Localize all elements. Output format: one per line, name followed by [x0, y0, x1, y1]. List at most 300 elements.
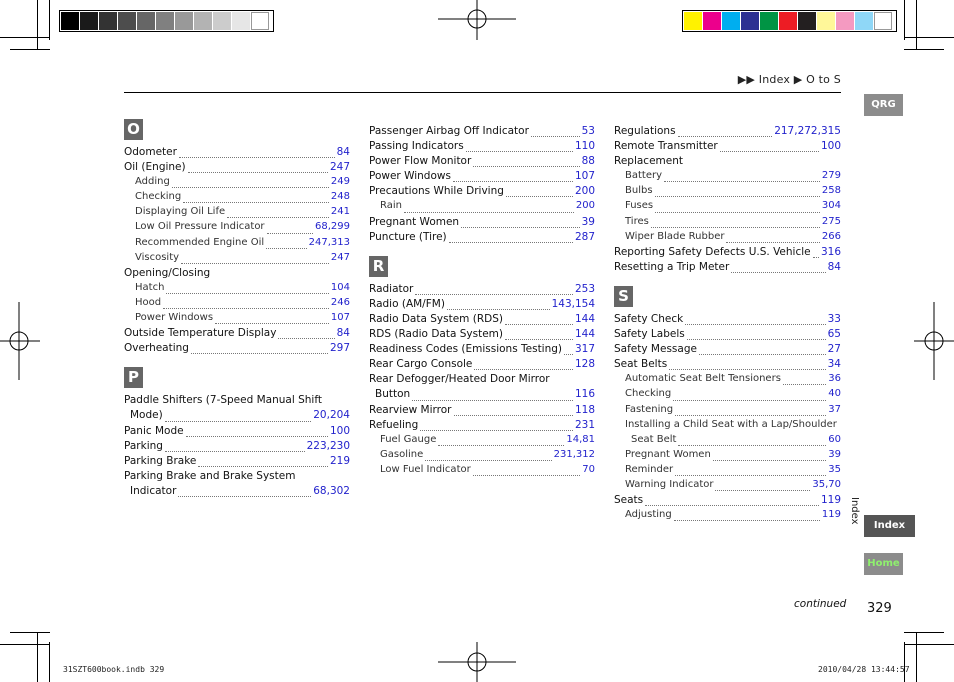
page-reference-link[interactable]: 144 — [574, 328, 595, 341]
leader-dots — [163, 307, 329, 309]
index-entry[interactable] — [614, 479, 841, 494]
index-entry[interactable] — [614, 170, 841, 185]
index-entry — [124, 470, 350, 485]
index-entry-label: Precautions While Driving — [369, 185, 504, 198]
registration-target-top — [438, 0, 516, 40]
section-spacer — [124, 357, 350, 363]
page-reference-link[interactable]: 247 — [329, 161, 350, 174]
page-reference-link[interactable]: 84 — [827, 260, 841, 273]
index-entry-label: Checking — [135, 191, 182, 203]
gray-color-bar — [59, 10, 274, 32]
index-entry-label: Seat Belts — [614, 358, 668, 371]
index-entry-label: Resetting a Trip Meter — [614, 260, 730, 273]
page-reference-link[interactable]: 70 — [582, 463, 595, 475]
leader-dots — [188, 171, 328, 173]
index-entry[interactable] — [614, 373, 841, 388]
page-reference-link[interactable]: 200 — [575, 200, 595, 212]
index-entry-label: Refueling — [369, 418, 419, 431]
leader-dots — [191, 352, 328, 354]
page-reference-link[interactable]: 128 — [574, 358, 595, 371]
page-reference-link[interactable]: 279 — [821, 170, 841, 182]
index-entry-label: Battery — [625, 170, 663, 182]
page-reference-link[interactable]: 231,312 — [553, 448, 595, 460]
index-entry[interactable] — [369, 343, 595, 358]
index-entry[interactable] — [124, 176, 350, 191]
color-swatch — [760, 12, 778, 30]
leader-dots — [178, 495, 311, 497]
page-reference-link[interactable]: 53 — [581, 125, 595, 137]
index-entry-label: Seats — [614, 494, 644, 507]
index-entry — [124, 394, 350, 409]
page-reference-link[interactable]: 68,302 — [313, 484, 350, 497]
index-entry-label: Safety Check — [614, 312, 684, 325]
index-entry[interactable] — [369, 216, 595, 231]
leader-dots — [651, 226, 820, 228]
page-reference-link[interactable]: 60 — [828, 433, 841, 445]
page-reference-link[interactable]: 39 — [828, 448, 841, 460]
tab-qrg[interactable]: QRG — [864, 94, 903, 116]
index-entry[interactable] — [614, 246, 841, 261]
leader-dots — [179, 156, 335, 158]
index-entry-label: Safety Labels — [614, 328, 685, 341]
index-entry[interactable] — [614, 185, 841, 200]
index-entry-label: Reminder — [625, 463, 674, 475]
footer-timestamp: 2010/04/28 13:44:57 — [818, 665, 910, 674]
index-entry-label: Radio (AM/FM) — [369, 297, 445, 310]
index-entry-label: Panic Mode — [124, 424, 184, 437]
page-reference-link[interactable]: 119 — [821, 509, 841, 521]
index-entry-label: Parking Brake — [124, 454, 197, 467]
leader-dots — [454, 414, 573, 416]
index-entry-label: Mode) — [130, 409, 163, 422]
tab-home[interactable]: Home — [864, 553, 903, 575]
registration-target-left — [0, 302, 40, 380]
leader-dots — [412, 399, 573, 401]
page-reference-link[interactable]: 40 — [828, 388, 841, 400]
index-entry[interactable] — [369, 125, 595, 140]
page-reference-link[interactable]: 14,81 — [566, 433, 595, 445]
index-entry[interactable] — [369, 464, 595, 479]
index-entry[interactable] — [369, 155, 595, 170]
gray-swatch — [232, 12, 250, 30]
index-entry[interactable] — [124, 161, 350, 176]
index-entry[interactable] — [369, 140, 595, 155]
leader-dots — [505, 338, 573, 340]
page-reference-link[interactable]: 249 — [330, 176, 350, 188]
index-vertical-label: Index — [849, 497, 860, 525]
leader-dots — [267, 232, 313, 234]
tab-index[interactable]: Index — [864, 515, 915, 537]
index-entry[interactable] — [614, 388, 841, 403]
index-entry-label: Button — [375, 388, 411, 401]
index-entry — [369, 373, 595, 388]
page-reference-link[interactable]: 27 — [827, 343, 841, 356]
leader-dots — [783, 383, 826, 385]
leader-dots — [198, 465, 328, 467]
page-reference-link[interactable]: 33 — [827, 312, 841, 325]
color-swatch — [779, 12, 797, 30]
index-entry-label: Pregnant Women — [369, 215, 460, 228]
registration-target-right — [914, 302, 954, 380]
index-entry[interactable] — [124, 440, 350, 455]
index-entry[interactable] — [369, 283, 595, 298]
leader-dots — [227, 216, 329, 218]
index-entry-label: Power Windows — [369, 170, 451, 183]
page-reference-link[interactable]: 88 — [581, 155, 595, 168]
index-entry-label: Radio Data System (RDS) — [369, 312, 503, 325]
section-spacer — [369, 246, 595, 252]
page-reference-link[interactable]: 34 — [827, 358, 841, 371]
leader-dots — [669, 368, 825, 370]
page-reference-link[interactable]: 119 — [820, 494, 841, 507]
page-number: 329 — [867, 601, 892, 616]
page-reference-link[interactable]: 231 — [574, 418, 595, 431]
index-entry-label: Passing Indicators — [369, 140, 464, 153]
footer-file-info: 31SZT600book.indb 329 — [63, 665, 165, 674]
leader-dots — [726, 241, 819, 243]
page-reference-link[interactable]: 253 — [574, 282, 595, 295]
leader-dots — [404, 211, 574, 213]
leader-dots — [461, 226, 580, 228]
page-reference-link[interactable]: 304 — [821, 200, 841, 212]
index-entry-label: Fastening — [625, 403, 674, 415]
index-entry — [614, 155, 841, 170]
leader-dots — [678, 444, 826, 446]
index-entry[interactable] — [614, 216, 841, 231]
leader-dots — [673, 399, 826, 401]
index-entry-label: Remote Transmitter — [614, 140, 718, 153]
index-entry-label: Rear Cargo Console — [369, 358, 473, 371]
index-entry-label: Pregnant Women — [625, 448, 711, 460]
index-entry[interactable] — [369, 170, 595, 185]
index-entry-label: Bulbs — [625, 185, 653, 197]
index-entry[interactable] — [614, 494, 841, 509]
index-entry[interactable] — [124, 282, 350, 297]
leader-dots — [473, 165, 579, 167]
index-entry-label: Adding — [135, 176, 170, 188]
index-entry-label: Parking — [124, 439, 163, 452]
color-swatch — [741, 12, 759, 30]
leader-dots — [186, 435, 328, 437]
leader-dots — [531, 135, 580, 137]
index-entry[interactable] — [124, 206, 350, 221]
index-entry[interactable] — [614, 200, 841, 215]
leader-dots — [664, 180, 820, 182]
gray-swatch — [194, 12, 212, 30]
index-entry-label: Indicator — [130, 484, 177, 497]
index-entry[interactable] — [124, 409, 350, 424]
index-entry[interactable] — [369, 449, 595, 464]
section-letter-r: R — [369, 256, 388, 277]
index-entry-label: Odometer — [124, 146, 177, 158]
leader-dots — [715, 489, 810, 491]
page-reference-link[interactable]: 65 — [827, 328, 841, 341]
index-entry[interactable] — [614, 231, 841, 246]
index-entry[interactable] — [614, 404, 841, 419]
gray-swatch — [80, 12, 98, 30]
index-entry[interactable] — [369, 328, 595, 343]
index-entry-label: Readiness Codes (Emissions Testing) — [369, 343, 563, 356]
leader-dots — [215, 322, 329, 324]
index-column-1 — [124, 115, 350, 506]
page-reference-link[interactable]: 118 — [574, 403, 595, 416]
page-reference-link[interactable]: 143,154 — [551, 297, 595, 310]
leader-dots — [731, 271, 825, 273]
index-entry — [614, 419, 841, 434]
index-entry[interactable] — [124, 485, 350, 500]
section-spacer — [369, 479, 595, 485]
page-reference-link[interactable]: 107 — [330, 312, 350, 324]
page-reference-link[interactable]: 316 — [820, 245, 841, 258]
gray-swatch — [175, 12, 193, 30]
gray-swatch — [118, 12, 136, 30]
page-reference-link[interactable]: 275 — [821, 215, 841, 227]
page-reference-link[interactable]: 200 — [574, 185, 595, 198]
index-entry-label: Regulations — [614, 125, 676, 137]
leader-dots — [420, 429, 573, 431]
page-reference-link[interactable]: 104 — [330, 281, 350, 293]
index-entry[interactable] — [124, 221, 350, 236]
page-reference-link[interactable]: 100 — [329, 424, 350, 437]
index-entry-label: Puncture (Tire) — [369, 230, 447, 243]
leader-dots — [720, 150, 819, 152]
index-entry-label: Parking Brake and Brake System — [124, 469, 296, 482]
index-entry[interactable] — [614, 261, 841, 276]
color-swatch — [722, 12, 740, 30]
leader-dots — [685, 323, 825, 325]
color-swatch — [855, 12, 873, 30]
index-entry-label: Power Flow Monitor — [369, 155, 472, 168]
index-entry[interactable] — [614, 313, 841, 328]
index-entry-label: Warning Indicator — [625, 478, 714, 490]
leader-dots — [813, 256, 819, 258]
section-spacer — [124, 500, 350, 506]
page-reference-link[interactable]: 35,70 — [812, 478, 841, 490]
breadcrumb: ▶▶ Index ▶ O to S — [737, 73, 841, 86]
leader-dots — [699, 353, 826, 355]
index-entry-label: Safety Message — [614, 343, 697, 356]
page-reference-link[interactable]: 100 — [820, 140, 841, 153]
index-entry-label: Recommended Engine Oil — [135, 236, 265, 248]
page-reference-link[interactable]: 116 — [574, 388, 595, 401]
index-entry[interactable] — [124, 342, 350, 357]
index-entry-label: Displaying Oil Life — [135, 206, 226, 218]
page-reference-link[interactable]: 107 — [574, 170, 595, 183]
leader-dots — [675, 474, 826, 476]
index-column-2 — [369, 125, 595, 485]
leader-dots — [645, 504, 819, 506]
leader-dots — [473, 474, 581, 476]
index-entry[interactable] — [369, 434, 595, 449]
leader-dots — [415, 293, 573, 295]
gray-swatch — [137, 12, 155, 30]
index-entry-label: Fuses — [625, 200, 654, 212]
page-reference-link[interactable]: 35 — [828, 463, 841, 475]
index-entry-label: Outside Temperature Display — [124, 327, 277, 340]
page-reference-link[interactable]: 223,230 — [306, 439, 350, 452]
color-swatch — [836, 12, 854, 30]
page-reference-link[interactable]: 68,299 — [315, 221, 350, 233]
section-spacer — [614, 524, 841, 530]
index-entry[interactable] — [124, 237, 350, 252]
index-entry[interactable] — [369, 298, 595, 313]
section-letter-s: S — [614, 286, 633, 307]
color-swatch — [798, 12, 816, 30]
color-swatch — [684, 12, 702, 30]
leader-dots — [181, 262, 329, 264]
index-entry[interactable] — [369, 419, 595, 434]
index-entry[interactable] — [124, 425, 350, 440]
page-reference-link[interactable]: 297 — [329, 342, 350, 355]
leader-dots — [675, 414, 826, 416]
leader-dots — [453, 180, 573, 182]
color-swatch — [874, 12, 892, 30]
index-column-3 — [614, 125, 841, 530]
page-reference-link[interactable]: 36 — [828, 373, 841, 385]
index-entry-label: Radiator — [369, 282, 414, 295]
index-entry[interactable] — [369, 404, 595, 419]
leader-dots — [172, 186, 329, 188]
page-reference-link[interactable]: 144 — [574, 312, 595, 325]
index-entry-label: Hatch — [135, 281, 165, 293]
index-entry-label: Adjusting — [625, 509, 672, 521]
leader-dots — [165, 420, 312, 422]
page-reference-link[interactable]: 39 — [581, 215, 595, 228]
index-entry-label: Reporting Safety Defects U.S. Vehicle — [614, 245, 811, 258]
header-rule — [124, 92, 841, 93]
leader-dots — [466, 150, 573, 152]
index-entry-label: Opening/Closing — [124, 266, 211, 279]
page-reference-link[interactable]: 110 — [574, 140, 595, 153]
index-entry[interactable] — [369, 200, 595, 215]
page-reference-link[interactable]: 247 — [330, 251, 350, 263]
leader-dots — [425, 459, 551, 461]
index-entry-label: Tires — [625, 215, 649, 227]
index-entry[interactable] — [614, 449, 841, 464]
index-entry-label: Checking — [625, 388, 672, 400]
leader-dots — [678, 135, 773, 137]
index-entry-label: Wiper Blade Rubber — [625, 230, 725, 242]
page-reference-link[interactable]: 241 — [330, 206, 350, 218]
index-entry-label: Seat Belt — [631, 433, 677, 445]
index-entry-label: Paddle Shifters (7-Speed Manual Shift — [124, 394, 322, 407]
leader-dots — [505, 323, 573, 325]
index-entry[interactable] — [369, 185, 595, 200]
registration-target-bottom — [438, 642, 516, 682]
leader-dots — [506, 195, 573, 197]
index-entry[interactable] — [614, 358, 841, 373]
index-entry[interactable] — [614, 328, 841, 343]
page-reference-link[interactable]: 248 — [330, 191, 350, 203]
leader-dots — [165, 450, 305, 452]
index-entry[interactable] — [369, 231, 595, 246]
leader-dots — [447, 308, 550, 310]
page-reference-link[interactable]: 20,204 — [313, 409, 350, 422]
index-entry[interactable] — [614, 140, 841, 155]
index-entry[interactable] — [614, 343, 841, 358]
index-entry[interactable] — [614, 509, 841, 524]
leader-dots — [687, 338, 826, 340]
leader-dots — [674, 519, 820, 521]
index-entry[interactable] — [369, 388, 595, 403]
page-reference-link[interactable]: 84 — [336, 146, 350, 158]
gray-swatch — [213, 12, 231, 30]
process-color-bar — [682, 10, 897, 32]
index-entry-label: Low Oil Pressure Indicator — [135, 221, 265, 233]
leader-dots — [713, 459, 826, 461]
index-entry[interactable] — [124, 327, 350, 342]
page-reference-link[interactable]: 287 — [574, 230, 595, 243]
index-entry-label: Overheating — [124, 342, 189, 355]
section-letter-p: P — [124, 367, 143, 388]
continued-note: continued — [794, 598, 847, 610]
index-entry-label: Viscosity — [135, 251, 180, 263]
page-reference-link[interactable]: 84 — [336, 327, 350, 340]
index-entry[interactable] — [614, 434, 841, 449]
index-entry-label: Low Fuel Indicator — [380, 463, 471, 475]
index-entry-label: Hood — [135, 296, 162, 308]
page-reference-link[interactable]: 37 — [828, 403, 841, 415]
page-reference-link[interactable]: 258 — [821, 185, 841, 197]
page-reference-link[interactable]: 317 — [574, 343, 595, 356]
page-reference-link[interactable]: 217,272,315 — [774, 125, 841, 137]
leader-dots — [449, 241, 573, 243]
index-entry-label: Passenger Airbag Off Indicator — [369, 125, 529, 137]
page-reference-link[interactable]: 246 — [330, 296, 350, 308]
leader-dots — [474, 368, 573, 370]
index-entry-label: Installing a Child Seat with a Lap/Shoulder — [625, 418, 837, 430]
index-entry[interactable] — [369, 358, 595, 373]
index-entry-label: Power Windows — [135, 312, 214, 324]
gray-swatch — [251, 12, 269, 30]
index-entry-label: Replacement — [614, 155, 683, 168]
gray-swatch — [156, 12, 174, 30]
page-reference-link[interactable]: 247,313 — [308, 236, 350, 248]
index-entry-label: Automatic Seat Belt Tensioners — [625, 373, 781, 385]
index-entry — [124, 267, 350, 282]
leader-dots — [266, 247, 306, 249]
color-swatch — [703, 12, 721, 30]
page-reference-link[interactable]: 219 — [329, 454, 350, 467]
index-entry[interactable] — [124, 297, 350, 312]
index-entry[interactable] — [124, 191, 350, 206]
section-spacer — [614, 276, 841, 282]
index-entry[interactable] — [614, 464, 841, 479]
leader-dots — [183, 201, 329, 203]
index-entry[interactable] — [124, 252, 350, 267]
index-entry[interactable] — [369, 313, 595, 328]
index-entry-label: Fuel Gauge — [380, 433, 437, 445]
index-entry-label: Rearview Mirror — [369, 403, 452, 416]
leader-dots — [655, 195, 820, 197]
index-entry-label: Rear Defogger/Heated Door Mirror — [369, 373, 550, 386]
index-entry-label: Oil (Engine) — [124, 161, 186, 174]
leader-dots — [166, 292, 329, 294]
index-entry[interactable] — [124, 146, 350, 161]
index-entry[interactable] — [124, 455, 350, 470]
index-entry[interactable] — [614, 125, 841, 140]
index-entry-label: Rain — [380, 200, 402, 212]
page-reference-link[interactable]: 266 — [821, 230, 841, 242]
leader-dots — [655, 211, 820, 213]
leader-dots — [438, 444, 564, 446]
color-swatch — [817, 12, 835, 30]
leader-dots — [564, 353, 573, 355]
section-letter-o: O — [124, 119, 143, 140]
gray-swatch — [99, 12, 117, 30]
gray-swatch — [61, 12, 79, 30]
index-entry[interactable] — [124, 312, 350, 327]
